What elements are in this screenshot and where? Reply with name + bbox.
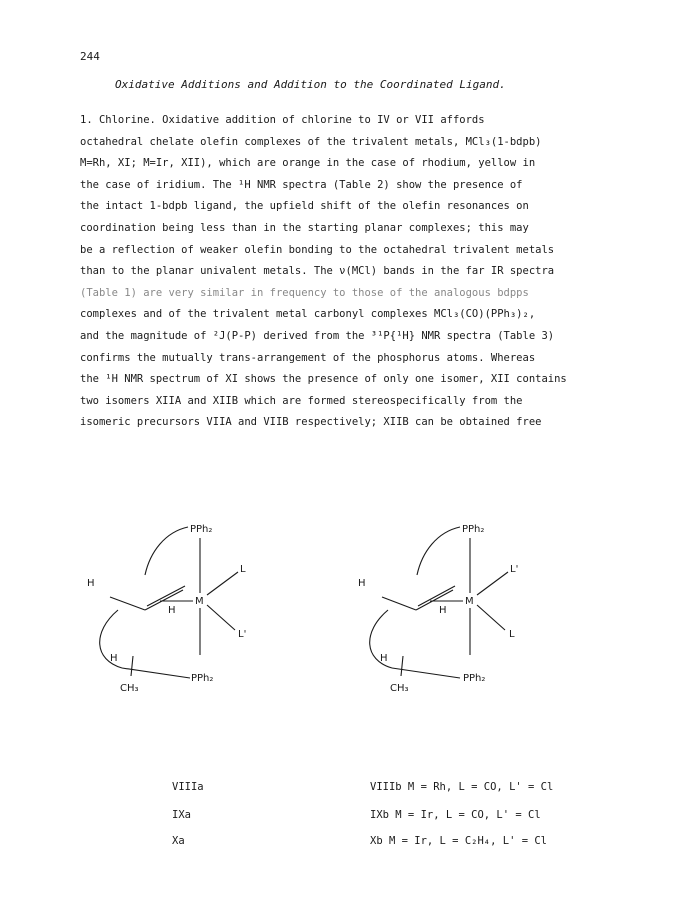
compound-label: Xa	[172, 835, 185, 847]
compound-definition: Xb M = Ir, L = C₂H₄, L' = Cl	[370, 835, 548, 847]
text-line: 1. Chlorine. Oxidative addition of chlorine to IV or VII affords	[80, 114, 485, 126]
label-ligand-upper: L	[240, 564, 246, 575]
label-pph2-bottom: PPh₂	[191, 673, 214, 684]
compound-label: VIIIa	[172, 781, 204, 793]
text-line: and the magnitude of ²J(P-P) derived from the ³¹P{¹H} NMR spectra (Table 3)	[80, 329, 555, 342]
label-h-lower: H	[380, 653, 388, 664]
label-methyl: CH₃	[120, 683, 139, 694]
text-line: the intact 1-bdpb ligand, the upfield shift of the olefin resonances on	[80, 200, 529, 213]
text-line: complexes and of the trivalent metal carbonyl complexes MCl₃(CO)(PPh₃)₂,	[80, 308, 536, 321]
label-pph2-top: PPh₂	[190, 524, 213, 535]
text-line: (Table 1) are very similar in frequency to those of the analogous bdpps	[80, 286, 529, 299]
text-line: isomeric precursors VIIA and VIIB respectively; XIIB can be obtained free	[80, 416, 542, 429]
page-number: 244	[80, 50, 100, 63]
label-pph2-top: PPh₂	[462, 524, 485, 535]
label-ligand-lower: L'	[238, 629, 247, 640]
paragraph	[80, 110, 640, 434]
text-line: the case of iridium. The ¹H NMR spectra (Table 2) show the presence of	[80, 178, 523, 191]
text-line: two isomers XIIA and XIIB which are formed stereospecifically from the	[80, 394, 523, 407]
text-line: be a reflection of weaker olefin bonding to the octahedral trivalent metals	[80, 243, 555, 256]
label-metal: M	[465, 596, 474, 607]
label-ligand-lower: L	[509, 629, 515, 640]
chemical-structure-figure	[0, 510, 683, 700]
compound-definition: VIIIb M = Rh, L = CO, L' = Cl	[370, 781, 554, 793]
label-h-inner: H	[439, 605, 447, 616]
compound-definition: IXb M = Ir, L = CO, L' = Cl	[370, 809, 541, 821]
section-heading: Oxidative Additions and Addition to the Coordinated Ligand.	[115, 78, 506, 91]
text-line: the ¹H NMR spectrum of XI shows the presence of only one isomer, XII contains	[80, 373, 567, 386]
text-line: M=Rh, XI; M=Ir, XII), which are orange in the case of rhodium, yellow in	[80, 157, 536, 170]
label-h-inner: H	[168, 605, 176, 616]
compound-list	[0, 775, 683, 875]
label-ligand-upper: L'	[510, 564, 519, 575]
label-h-lower: H	[110, 653, 118, 664]
label-methyl: CH₃	[390, 683, 409, 694]
text-line: than to the planar univalent metals. The ν(MCl) bands in the far IR spectra	[80, 265, 555, 278]
label-pph2-bottom: PPh₂	[463, 673, 486, 684]
label-metal: M	[195, 596, 204, 607]
label-h-outer: H	[358, 578, 366, 589]
compound-label: IXa	[172, 809, 191, 821]
text-line: coordination being less than in the starting planar complexes; this may	[80, 221, 529, 234]
label-h-outer: H	[87, 578, 95, 589]
text-line: octahedral chelate olefin complexes of the trivalent metals, MCl₃(1-bdpb)	[80, 135, 542, 148]
text-line: confirms the mutually trans-arrangement of the phosphorus atoms. Whereas	[80, 351, 536, 364]
